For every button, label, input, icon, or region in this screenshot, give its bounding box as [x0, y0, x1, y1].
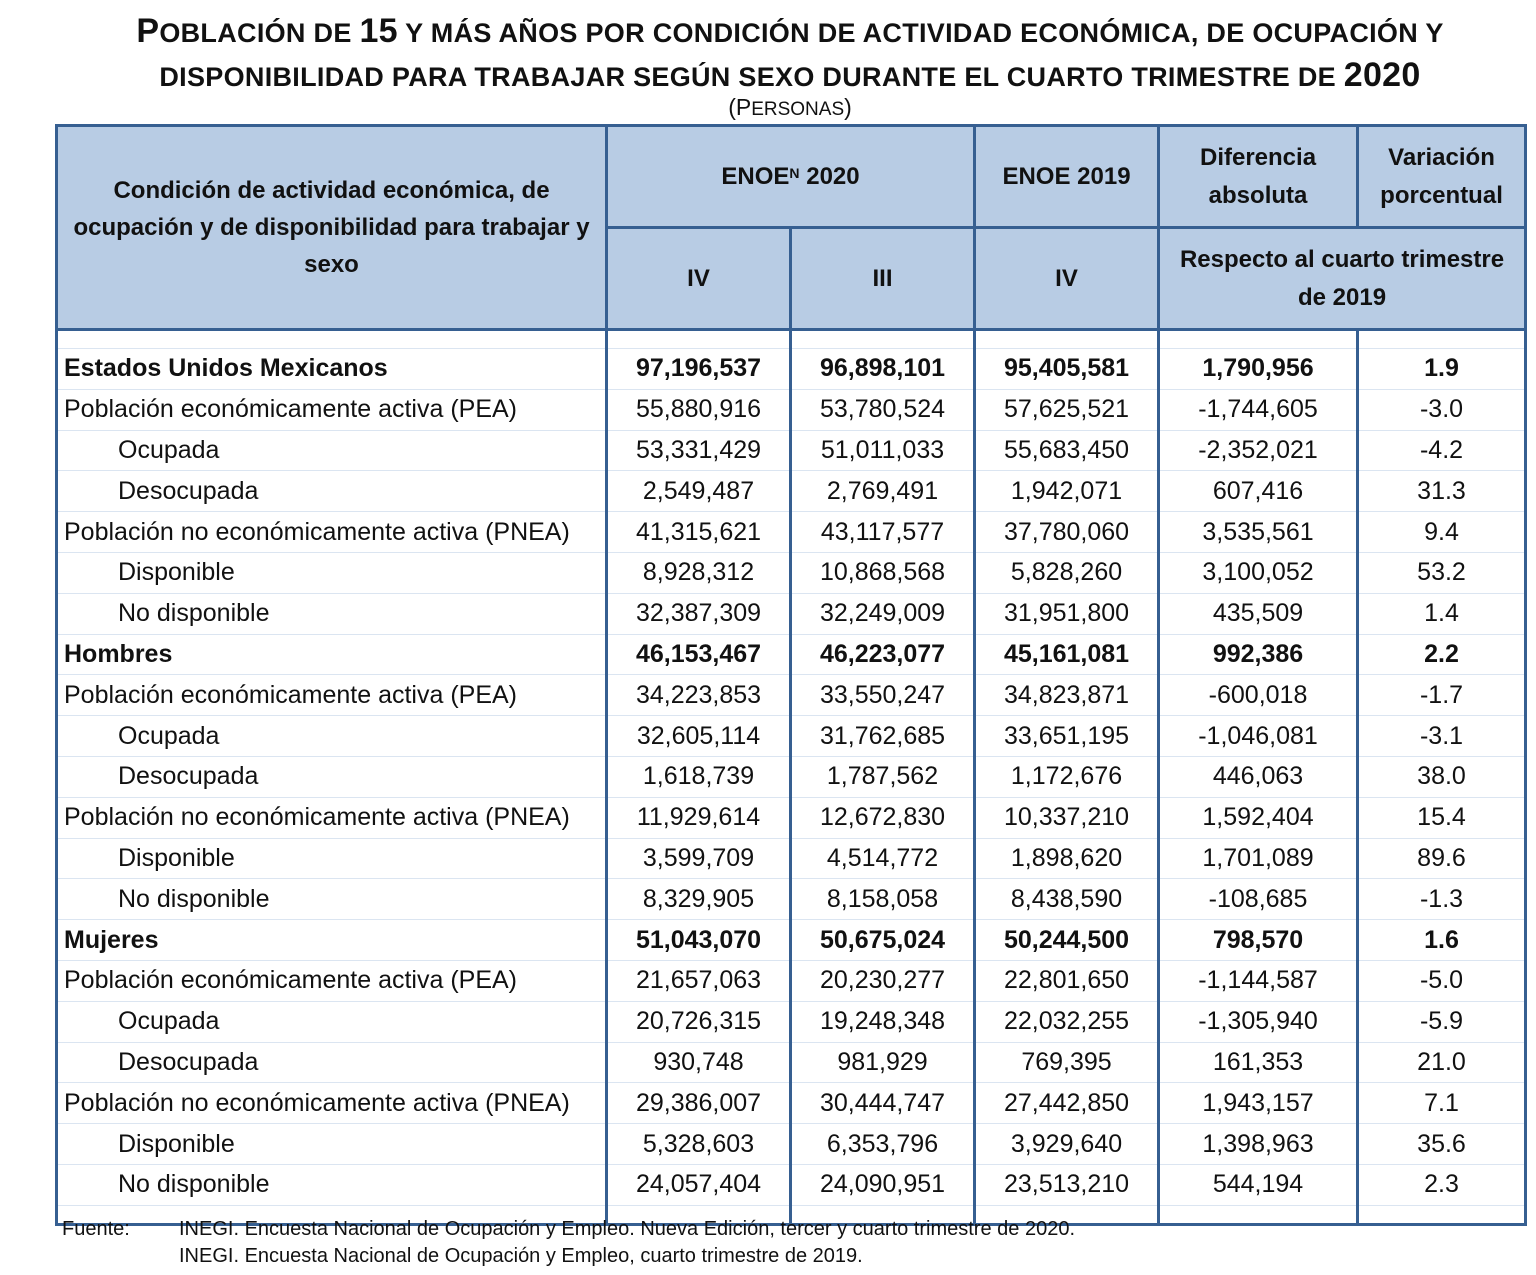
row-value: 33,550,247	[791, 675, 975, 716]
row-value: 544,194	[1159, 1164, 1358, 1205]
row-label: Ocupada	[57, 1001, 607, 1042]
row-label: Población no económicamente activa (PNEA)	[57, 512, 607, 553]
row-value: -4.2	[1358, 430, 1526, 471]
row-value: 1.9	[1358, 349, 1526, 390]
row-value: 33,651,195	[975, 716, 1159, 757]
row-value: -1,046,081	[1159, 716, 1358, 757]
row-label: Ocupada	[57, 430, 607, 471]
row-value: -2,352,021	[1159, 430, 1358, 471]
row-label: Desocupada	[57, 1042, 607, 1083]
row-value: 20,230,277	[791, 960, 975, 1001]
table-row	[57, 471, 1526, 512]
row-value: 22,801,650	[975, 960, 1159, 1001]
row-value: -5.0	[1358, 960, 1526, 1001]
source-label: Fuente:	[62, 1218, 130, 1240]
table-row	[57, 879, 1526, 920]
row-label: Disponible	[57, 838, 607, 879]
row-value: 32,387,309	[607, 593, 791, 634]
table-row	[57, 552, 1526, 593]
row-value: 46,153,467	[607, 634, 791, 675]
table-row	[57, 512, 1526, 553]
row-value: 21.0	[1358, 1042, 1526, 1083]
row-value: -5.9	[1358, 1001, 1526, 1042]
row-value: 31,762,685	[791, 716, 975, 757]
row-label: Estados Unidos Mexicanos	[57, 349, 607, 390]
row-value: 2.2	[1358, 634, 1526, 675]
row-value: 15.4	[1358, 797, 1526, 838]
row-value: 95,405,581	[975, 349, 1159, 390]
row-value: -3.1	[1358, 716, 1526, 757]
row-label: Desocupada	[57, 756, 607, 797]
row-label: Población económicamente activa (PEA)	[57, 675, 607, 716]
table-body	[57, 330, 1526, 1225]
row-label: Desocupada	[57, 471, 607, 512]
row-value: 161,353	[1159, 1042, 1358, 1083]
row-value: 1,790,956	[1159, 349, 1358, 390]
row-value: 27,442,850	[975, 1083, 1159, 1124]
row-value: 45,161,081	[975, 634, 1159, 675]
row-value: 3,599,709	[607, 838, 791, 879]
page-subtitle: (PERSONAS)	[728, 94, 852, 120]
row-value: 1,942,071	[975, 471, 1159, 512]
table-row	[57, 756, 1526, 797]
row-value: 11,929,614	[607, 797, 791, 838]
row-label: No disponible	[57, 879, 607, 920]
row-value: 798,570	[1159, 920, 1358, 961]
source-line-2: INEGI. Encuesta Nacional de Ocupación y Empleo, cuarto trimestre de 2019.	[179, 1245, 863, 1267]
source-note	[62, 1216, 1075, 1270]
row-value: -600,018	[1159, 675, 1358, 716]
row-value: 1,701,089	[1159, 838, 1358, 879]
row-value: 9.4	[1358, 512, 1526, 553]
row-value: 1,398,963	[1159, 1124, 1358, 1165]
row-value: 607,416	[1159, 471, 1358, 512]
row-label: No disponible	[57, 593, 607, 634]
header-respecto: Respecto al cuarto trimestre de 2019	[1159, 228, 1526, 330]
row-value: 21,657,063	[607, 960, 791, 1001]
row-label: Población no económicamente activa (PNEA)	[57, 797, 607, 838]
header-diferencia: Diferencia absoluta	[1159, 126, 1358, 228]
row-value: 53.2	[1358, 552, 1526, 593]
row-value: 24,090,951	[791, 1164, 975, 1205]
row-value: -1,744,605	[1159, 389, 1358, 430]
row-label: Población económicamente activa (PEA)	[57, 960, 607, 1001]
row-value: 3,100,052	[1159, 552, 1358, 593]
row-value: 24,057,404	[607, 1164, 791, 1205]
row-label: Población económicamente activa (PEA)	[57, 389, 607, 430]
table-row	[57, 1001, 1526, 1042]
row-value: 32,605,114	[607, 716, 791, 757]
table-row	[57, 675, 1526, 716]
row-value: 435,509	[1159, 593, 1358, 634]
row-value: 8,928,312	[607, 552, 791, 593]
row-value: 34,223,853	[607, 675, 791, 716]
row-value: 34,823,871	[975, 675, 1159, 716]
table-row	[57, 1042, 1526, 1083]
table-row	[57, 1124, 1526, 1165]
row-value: 769,395	[975, 1042, 1159, 1083]
row-value: 55,880,916	[607, 389, 791, 430]
row-value: 53,780,524	[791, 389, 975, 430]
page-title	[0, 10, 1536, 98]
row-value: 2,769,491	[791, 471, 975, 512]
row-value: -108,685	[1159, 879, 1358, 920]
row-value: 992,386	[1159, 634, 1358, 675]
table-row	[57, 349, 1526, 390]
row-value: 8,438,590	[975, 879, 1159, 920]
row-value: 1.6	[1358, 920, 1526, 961]
row-value: 12,672,830	[791, 797, 975, 838]
row-value: -1.3	[1358, 879, 1526, 920]
row-value: 41,315,621	[607, 512, 791, 553]
row-value: 3,535,561	[1159, 512, 1358, 553]
row-value: 1,943,157	[1159, 1083, 1358, 1124]
row-value: -1.7	[1358, 675, 1526, 716]
row-label: Mujeres	[57, 920, 607, 961]
row-value: -1,144,587	[1159, 960, 1358, 1001]
header-q3-2020: III	[791, 228, 975, 330]
header-enoe-2020: $ENOE^N$ 2020	[607, 126, 975, 228]
row-value: 53,331,429	[607, 430, 791, 471]
row-value: 6,353,796	[791, 1124, 975, 1165]
row-value: 35.6	[1358, 1124, 1526, 1165]
row-value: 31,951,800	[975, 593, 1159, 634]
row-value: -1,305,940	[1159, 1001, 1358, 1042]
data-table	[55, 124, 1527, 1226]
row-label: Población no económicamente activa (PNEA)	[57, 1083, 607, 1124]
row-value: 50,244,500	[975, 920, 1159, 961]
table-row	[57, 716, 1526, 757]
row-value: 10,337,210	[975, 797, 1159, 838]
row-value: 51,011,033	[791, 430, 975, 471]
table-row	[57, 389, 1526, 430]
row-value: 5,328,603	[607, 1124, 791, 1165]
row-value: 32,249,009	[791, 593, 975, 634]
row-value: 1,618,739	[607, 756, 791, 797]
table-row	[57, 430, 1526, 471]
header-variacion: Variación porcentual	[1358, 126, 1526, 228]
row-value: 1,592,404	[1159, 797, 1358, 838]
row-value: 50,675,024	[791, 920, 975, 961]
row-value: 43,117,577	[791, 512, 975, 553]
row-value: 57,625,521	[975, 389, 1159, 430]
row-value: -3.0	[1358, 389, 1526, 430]
row-value: 37,780,060	[975, 512, 1159, 553]
row-label: Hombres	[57, 634, 607, 675]
row-value: 10,868,568	[791, 552, 975, 593]
row-value: 46,223,077	[791, 634, 975, 675]
row-value: 51,043,070	[607, 920, 791, 961]
table-row	[57, 593, 1526, 634]
row-value: 8,158,058	[791, 879, 975, 920]
row-value: 446,063	[1159, 756, 1358, 797]
row-label: Disponible	[57, 1124, 607, 1165]
table-row	[57, 634, 1526, 675]
row-value: 5,828,260	[975, 552, 1159, 593]
row-label: Ocupada	[57, 716, 607, 757]
row-value: 981,929	[791, 1042, 975, 1083]
source-line-1: INEGI. Encuesta Nacional de Ocupación y Empleo. Nueva Edición, tercer y cuarto trimestre de 2020.	[179, 1218, 1075, 1240]
row-value: 1,787,562	[791, 756, 975, 797]
row-value: 8,329,905	[607, 879, 791, 920]
row-value: 20,726,315	[607, 1001, 791, 1042]
row-value: 2.3	[1358, 1164, 1526, 1205]
header-q4-2020: IV	[607, 228, 791, 330]
row-value: 3,929,640	[975, 1124, 1159, 1165]
row-value: 1,898,620	[975, 838, 1159, 879]
row-value: 2,549,487	[607, 471, 791, 512]
row-value: 1,172,676	[975, 756, 1159, 797]
header-description: Condición de actividad económica, de ocupación y de disponibilidad para trabajar y sexo	[57, 126, 607, 330]
row-label: Disponible	[57, 552, 607, 593]
title-line-1: POBLACIÓN DE 15 Y MÁS AÑOS POR CONDICIÓN DE ACTIVIDAD ECONÓMICA, DE OCUPACIÓN Y	[136, 12, 1444, 50]
row-value: 22,032,255	[975, 1001, 1159, 1042]
row-label: No disponible	[57, 1164, 607, 1205]
row-value: 4,514,772	[791, 838, 975, 879]
table-row	[57, 838, 1526, 879]
row-value: 89.6	[1358, 838, 1526, 879]
row-value: 97,196,537	[607, 349, 791, 390]
row-value: 29,386,007	[607, 1083, 791, 1124]
title-line-2: DISPONIBILIDAD PARA TRABAJAR SEGÚN SEXO DURANTE EL CUARTO TRIMESTRE DE 2020	[159, 56, 1421, 94]
row-value: 30,444,747	[791, 1083, 975, 1124]
header-q4-2019: IV	[975, 228, 1159, 330]
header-enoe-2019: ENOE 2019	[975, 126, 1159, 228]
row-value: 55,683,450	[975, 430, 1159, 471]
row-value: 96,898,101	[791, 349, 975, 390]
row-value: 31.3	[1358, 471, 1526, 512]
table-row	[57, 1083, 1526, 1124]
table-row	[57, 960, 1526, 1001]
row-value: 23,513,210	[975, 1164, 1159, 1205]
row-value: 930,748	[607, 1042, 791, 1083]
table-row	[57, 1164, 1526, 1205]
row-value: 1.4	[1358, 593, 1526, 634]
row-value: 19,248,348	[791, 1001, 975, 1042]
row-value: 38.0	[1358, 756, 1526, 797]
row-value: 7.1	[1358, 1083, 1526, 1124]
table-row	[57, 797, 1526, 838]
table-row	[57, 920, 1526, 961]
